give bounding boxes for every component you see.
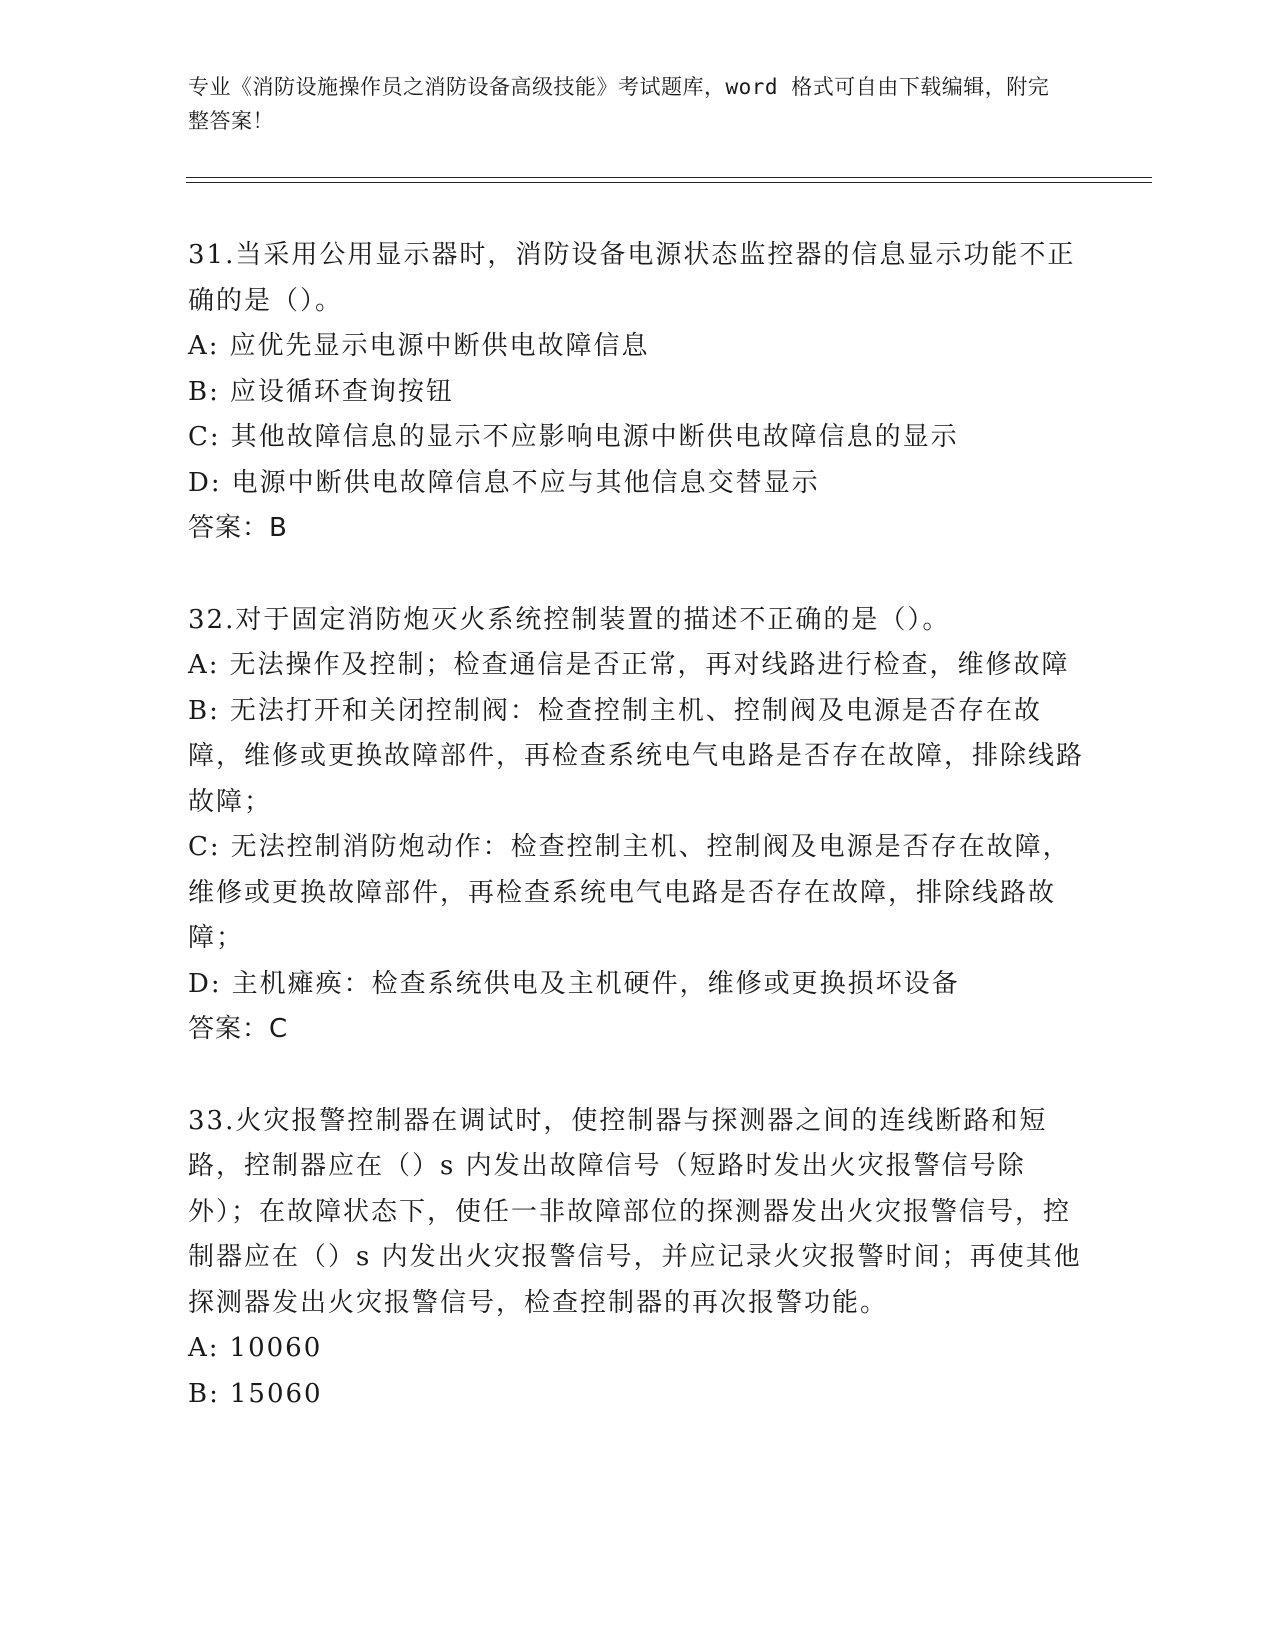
option-d [188, 461, 1088, 507]
option-text: 15060 [229, 1378, 323, 1409]
option-b [188, 1372, 1088, 1418]
option-text: 主机瘫痪：检查系统供电及主机硬件，维修或更换损坏设备 [231, 968, 960, 999]
option-letter: A: [188, 1333, 220, 1363]
option-b [188, 370, 1088, 416]
question-list [188, 233, 1088, 1463]
option-a [188, 1326, 1088, 1372]
option-a [188, 643, 1088, 689]
option-text: 无法操作及控制；检查通信是否正常，再对线路进行检查，维修故障 [229, 650, 1070, 680]
question-31 [188, 233, 1088, 552]
option-letter: D: [188, 467, 222, 498]
option-letter: B: [188, 1378, 220, 1409]
answer-line: 答案：B [188, 513, 288, 543]
option-b [188, 689, 1088, 826]
option-letter: D: [188, 968, 222, 999]
question-stem: 31.当采用公用显示器时，消防设备电源状态监控器的信息显示功能不正确的是（）。 [188, 240, 1076, 316]
question-stem: 32.对于固定消防炮灭火系统控制装置的描述不正确的是（）。 [188, 604, 951, 635]
question-stem: 33.火灾报警控制器在调试时，使控制器与探测器之间的连线断路和短路，控制器应在（）s 内发出故障信号（短路时发出火灾报警信号除外）；在故障状态下，使任一非故障部位的探测器发出火灾报警信号，控制器应在（）s 内发出火灾报警信号，并应记录火灾报警时间；再使其他探测器发出火灾报警信号，检查控制器的再次报警功能。 [188, 1105, 1082, 1318]
option-c [188, 825, 1088, 962]
document-header [188, 70, 1068, 138]
option-letter: B: [188, 376, 220, 407]
option-text: 无法打开和关闭控制阀：检查控制主机、控制阀及电源是否存在故障，维修或更换故障部件，再检查系统电气电路是否存在故障，排除线路故障； [188, 695, 1085, 817]
option-d [188, 962, 1088, 1008]
option-letter: C: [188, 832, 221, 862]
option-c [188, 415, 1088, 461]
option-text: 应设循环查询按钮 [229, 376, 454, 407]
option-text: 电源中断供电故障信息不应与其他信息交替显示 [231, 467, 820, 498]
option-letter: A: [188, 331, 220, 361]
option-text: 其他故障信息的显示不应影响电源中断供电故障信息的显示 [230, 422, 959, 452]
option-a [188, 324, 1088, 370]
option-text: 无法控制消防炮动作：检查控制主机、控制阀及电源是否存在故障，维修或更换故障部件，再检查系统电气电路是否存在故障，排除线路故障； [188, 832, 1071, 953]
header-divider-bottom [186, 182, 1152, 183]
question-32 [188, 598, 1088, 1053]
option-letter: A: [188, 650, 220, 680]
header-divider-top [186, 177, 1152, 178]
header-text: 专业《消防设施操作员之消防设备高级技能》考试题库，word 格式可自由下载编辑，附完整答案！ [188, 75, 1050, 133]
option-letter: C: [188, 422, 221, 452]
answer-line: 答案：C [188, 1014, 289, 1044]
option-letter: B: [188, 695, 220, 726]
option-text: 10060 [229, 1333, 323, 1363]
question-33 [188, 1099, 1088, 1418]
option-text: 应优先显示电源中断供电故障信息 [229, 331, 650, 361]
